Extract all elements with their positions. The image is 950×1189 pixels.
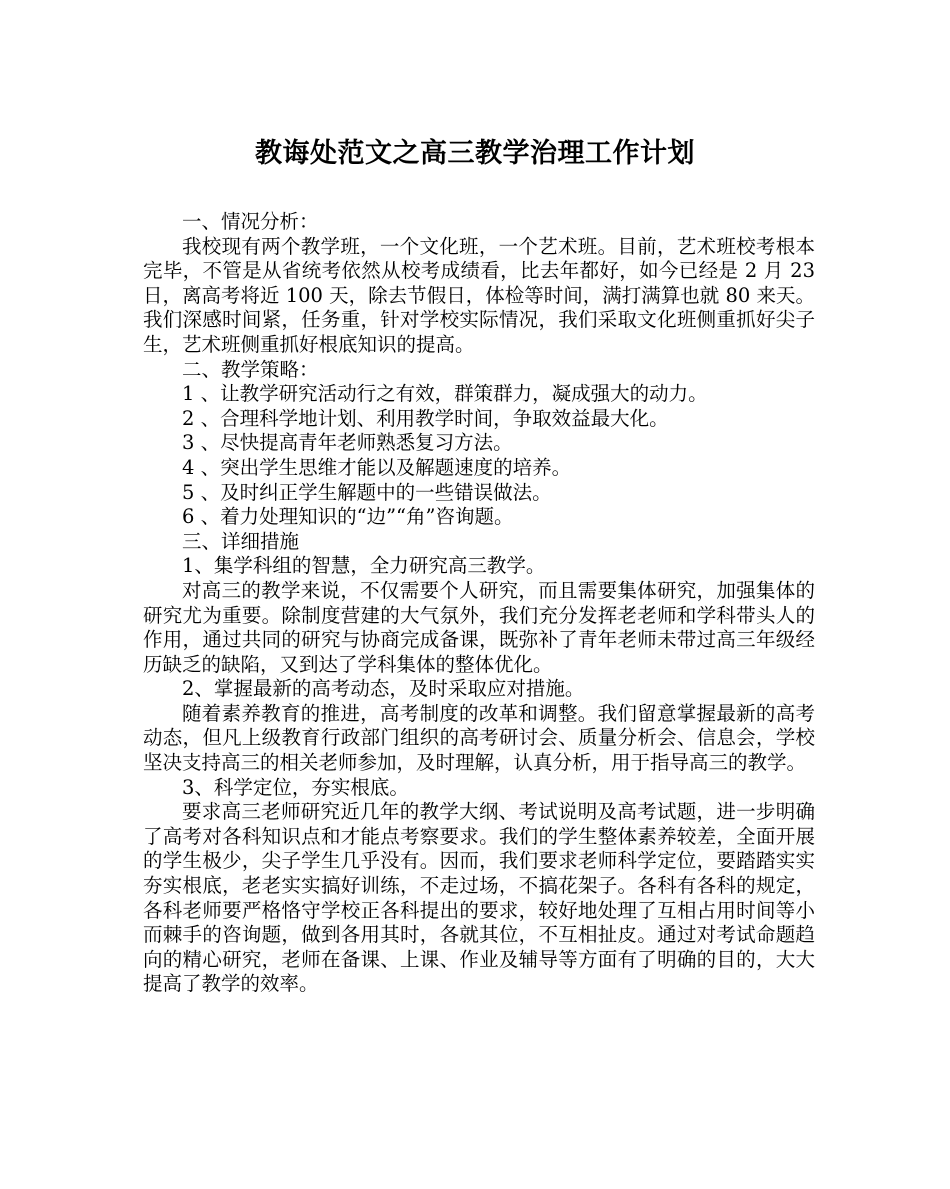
- strategy-item-5: 5 、及时纠正学生解题中的一些错误做法。: [182, 480, 552, 504]
- strategy-item-1: 1 、让教学研究活动行之有效，群策群力，凝成强大的动力。: [182, 382, 708, 406]
- section-heading-measures: 三、详细措施: [182, 529, 300, 553]
- measure-heading-2: 2、掌握最新的高考动态，及时采取应对措施。: [182, 677, 585, 701]
- document-title: 教诲处范文之高三教学治理工作计划: [255, 138, 695, 169]
- section-heading-strategy: 二、教学策略：: [182, 357, 319, 381]
- measure-paragraph-1: 对高三的教学来说，不仅需要个人研究，而且需要集体研究，加强集体的研究尤为重要。除制度营建的大气氛外，我们充分发挥老老师和学科带头人的作用，通过共同的研究与协商完成备课，既弥补了青年老师未带过高三年级经历缺乏的缺陷，又到达了学科集体的整体优化。: [143, 578, 815, 676]
- strategy-item-2: 2 、合理科学地计划、利用教学时间，争取效益最大化。: [182, 406, 669, 430]
- document-body: [143, 210, 815, 997]
- section-heading-analysis: 一、情况分析：: [182, 210, 319, 233]
- measure-paragraph-2: 随着素养教育的推进，高考制度的改革和调整。我们留意掌握最新的高考动态，但凡上级教育行政部门组织的高考研讨会、质量分析会、信息会，学校坚决支持高三的相关老师参加，及时理解，认真分析，用于指导高三的教学。: [143, 701, 815, 775]
- measure-heading-1: 1、集学科组的智慧，全力研究高三教学。: [182, 554, 546, 578]
- paragraph-situation: 我校现有两个教学班，一个文化班，一个艺术班。目前，艺术班校考根本完毕，不管是从省统考依然从校考成绩看，比去年都好，如今已经是 2 月 23 日，离高考将近 100 天，除去节假日，体检等时间，满打满算也就 80 来天。我们深感时间紧，任务重，针对学校实际情况，我们采取文化班侧重抓好尖子生，艺术班侧重抓好根底知识的提高。: [143, 234, 815, 356]
- measure-paragraph-3: 要求高三老师研究近几年的教学大纲、考试说明及高考试题，进一步明确了高考对各科知识点和才能点考察要求。我们的学生整体素养较差，全面开展的学生极少，尖子学生几乎没有。因而，我们要求老师科学定位，要踏踏实实夯实根底，老老实实搞好训练，不走过场，不搞花架子。各科有各科的规定，各科老师要严格恪守学校正各科提出的要求，较好地处理了互相占用时间等小而棘手的咨询题，做到各用其时，各就其位，不互相扯皮。通过对考试命题趋向的精心研究，老师在备课、上课、作业及辅导等方面有了明确的目的，大大提高了教学的效率。: [143, 800, 815, 996]
- measure-heading-3: 3、科学定位，夯实根底。: [182, 775, 409, 799]
- strategy-item-3: 3 、尽快提高青年老师熟悉复习方法。: [182, 431, 513, 455]
- strategy-item-4: 4 、突出学生思维才能以及解题速度的培养。: [182, 455, 572, 479]
- strategy-item-6: 6 、着力处理知识的“边”“角”咨询题。: [182, 505, 514, 529]
